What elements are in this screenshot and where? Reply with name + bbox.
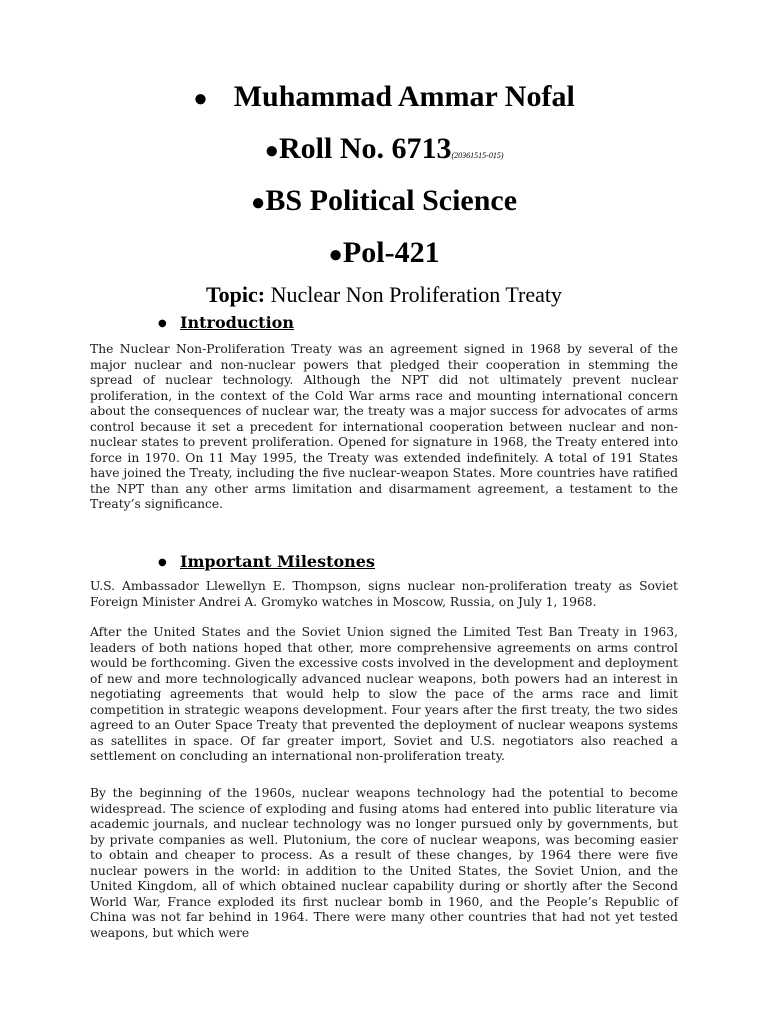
course-line xyxy=(0,236,768,270)
bullet-icon: ● xyxy=(158,318,167,329)
milestones-paragraph-2: After the United States and the Soviet Union signed the Limited Test Ban Treaty in 1963, leaders of both nations hoped that other, more comprehensive agreements on arms control would be forthcoming. Given the excessive costs involved in the development and deployment of new and more technologically advanced nuclear weapons, both powers had an interest in negotiating agreements that would help to slow the pace of the arms race and limit competition in strategic weapons development. Four years after the first treaty, the two sides agreed to an Outer Space Treaty that prevented the deployment of nuclear weapons systems as satellites in space. Of far greater import, Soviet and U.S. negotiators also reached a settlement on concluding an international non-proliferation treaty. xyxy=(90,625,678,763)
section-heading-milestones xyxy=(158,552,375,571)
program-name: BS Political Science xyxy=(265,184,518,217)
author-name: Muhammad Ammar Nofal xyxy=(233,80,575,113)
bullet-icon: ● xyxy=(264,138,279,164)
section-title: Important Milestones xyxy=(180,552,375,571)
topic-text: Nuclear Non Proliferation Treaty xyxy=(270,282,563,307)
roll-registration: (20361515-015) xyxy=(451,151,504,160)
roll-number: Roll No. 6713 xyxy=(279,132,452,165)
program-line xyxy=(0,184,768,218)
roll-number-line xyxy=(0,132,768,166)
intro-paragraph: The Nuclear Non-Proliferation Treaty was an agreement signed in 1968 by several of the major nuclear and non-nuclear powers that pledged their cooperation in stemming the spread of nuclear technology. Although the NPT did not ultimately prevent nuclear proliferation, in the context of the Cold War arms race and mounting international concern about the consequences of nuclear war, the treaty was a major success for advocates of arms control because it set a precedent for international cooperation between nuclear and non-nuclear states to prevent proliferation. Opened for signature in 1968, the Treaty entered into force in 1970. On 11 May 1995, the Treaty was extended indefinitely. A total of 191 States have joined the Treaty, including the five nuclear-weapon States. More countries have ratified the NPT than any other arms limitation and disarmament agreement, a testament to the Treaty’s significance. xyxy=(90,342,678,511)
section-title: Introduction xyxy=(180,313,294,332)
bullet-icon: ● xyxy=(328,242,343,268)
milestones-paragraph-1: U.S. Ambassador Llewellyn E. Thompson, signs nuclear non-proliferation treaty as Soviet Foreign Minister Andrei A. Gromyko watches in Moscow, Russia, on July 1, 1968. xyxy=(90,579,678,609)
course-code: Pol-421 xyxy=(342,236,440,269)
bullet-icon: ● xyxy=(193,86,208,112)
milestones-paragraph-3: By the beginning of the 1960s, nuclear weapons technology had the potential to become widespread. The science of exploding and fusing atoms had entered into public literature via academic journals, and nuclear technology was no longer pursued only by governments, but by private companies as well. Plutonium, the core of nuclear weapons, was becoming easier to obtain and cheaper to process. As a result of these changes, by 1964 there were five nuclear powers in the world: in addition to the United States, the Soviet Union, and the United Kingdom, all of which obtained nuclear capability during or shortly after the Second World War, France exploded its first nuclear bomb in 1960, and the People’s Republic of China was not far behind in 1964. There were many other countries that had not yet tested weapons, but which were xyxy=(90,786,678,940)
section-heading-introduction xyxy=(158,313,294,332)
topic-label: Topic: xyxy=(205,282,266,307)
topic-line xyxy=(0,282,768,308)
author-name-line xyxy=(0,80,768,114)
bullet-icon: ● xyxy=(250,190,266,216)
bullet-icon: ● xyxy=(158,557,167,568)
